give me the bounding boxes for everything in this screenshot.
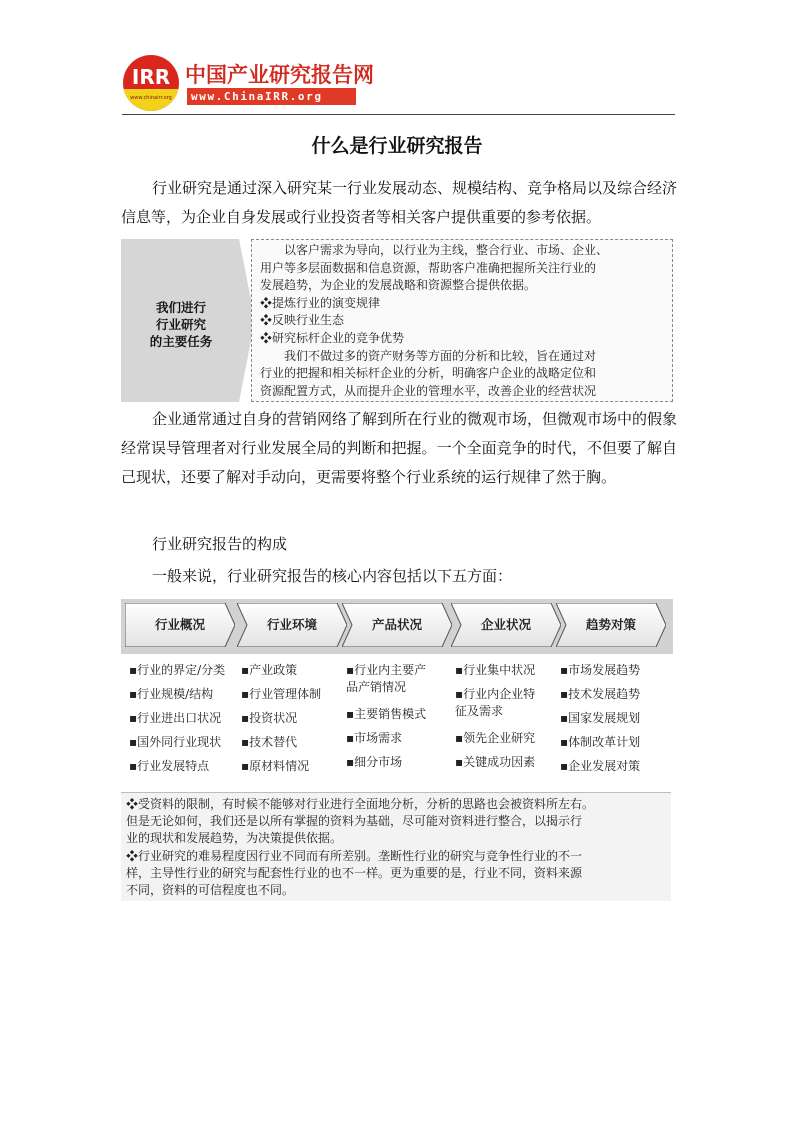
list-item: ▪体制改革计划 — [560, 735, 641, 749]
chevron-label: 产品状况 — [371, 617, 422, 632]
chevron-3 — [342, 603, 452, 647]
tasks-line: 发展趋势，为企业的发展战略和资源整合提供依据。 — [260, 278, 537, 293]
list-item: ▪投资状况 — [241, 711, 298, 725]
tasks-description-text — [260, 242, 666, 400]
list-item: ▪国家发展规划 — [560, 711, 641, 725]
tasks-line: ❖提炼行业的演变规律 — [260, 295, 381, 310]
list-item: ▪细分市场 — [346, 755, 403, 769]
notes-box — [121, 792, 671, 901]
note-line: 业的现状和发展趋势，为决策提供依据。 — [126, 831, 343, 846]
tasks-description-box — [251, 239, 673, 402]
list-item: ▪主要销售模式 — [346, 707, 427, 721]
list-item: ▪市场需求 — [346, 731, 403, 745]
chevron-5 — [556, 603, 666, 647]
list-item: 征及需求 — [455, 704, 504, 718]
list-item: ▪行业进出口状况 — [129, 711, 222, 725]
chevron-2 — [237, 603, 347, 647]
chevron-1 — [125, 603, 235, 647]
list-item: 品产销情况 — [346, 680, 407, 694]
intro-line: 一般来说，行业研究报告的核心内容包括以下五方面： — [152, 567, 513, 585]
note-line: 但是无论如何，我们还是以所有掌握的资料为基础，尽可能对资料进行整合，以揭示行 — [126, 814, 583, 829]
note-line: 不同，资料的可信程度也不同。 — [126, 883, 295, 898]
list-item: ▪技术替代 — [241, 735, 298, 749]
paragraph-1: 行业研究是通过深入研究某一行业发展动态、规模结构、竞争格局以及综合经济信息等，为企业自身发展或行业投资者等相关客户提供重要的参考依据。 — [121, 179, 678, 226]
site-logo — [123, 55, 374, 111]
list-item: ▪企业发展对策 — [560, 759, 641, 773]
list-item: ▪领先企业研究 — [455, 731, 536, 745]
chevron-label: 企业状况 — [480, 617, 531, 632]
header-rule — [122, 114, 675, 115]
logo-badge — [123, 55, 179, 111]
logo-badge-sub: www.chinairr.org — [130, 95, 172, 101]
logo-badge-text: IRR — [131, 65, 171, 89]
list-item: ▪行业的界定/分类 — [129, 663, 226, 677]
list-item: ▪市场发展趋势 — [560, 663, 641, 677]
subheading: 行业研究报告的构成 — [152, 535, 288, 553]
list-item: ▪技术发展趋势 — [560, 687, 641, 701]
list-item: ▪关键成功因素 — [455, 755, 536, 769]
tasks-line: 用户等多层面数据和信息资源，帮助客户准确把握所关注行业的 — [260, 260, 597, 275]
logo-url: www.ChinaIRR.org — [187, 88, 356, 105]
chevron-4 — [451, 603, 561, 647]
tasks-line: 资源配置方式，从而提升企业的管理水平，改善企业的经营状况 — [260, 383, 597, 398]
tasks-label: 我们进行 行业研究 的主要任务 — [149, 300, 213, 349]
note-line: ❖行业研究的难易程度因行业不同而有所差别。垄断性行业的研究与竞争性行业的不一 — [126, 848, 583, 863]
tasks-line: ❖反映行业生态 — [260, 313, 345, 328]
chevron-label: 趋势对策 — [585, 617, 636, 632]
chevron-label: 行业概况 — [154, 617, 205, 632]
list-item: ▪行业发展特点 — [129, 759, 210, 773]
list-item: ▪产业政策 — [241, 663, 298, 677]
list-item: ▪国外同行业现状 — [129, 735, 222, 749]
paragraph-2: 企业通常通过自身的营销网络了解到所在行业的微观市场，但微观市场中的假象经常误导管理者对行业发展全局的判断和把握。一个全面竞争的时代，不但要了解自己现状，还要了解对手动向，更需要将整个行业系统的运行规律了然于胸。 — [121, 410, 678, 486]
note-line: 样，主导性行业的研究与配套性行业的也不一样。更为重要的是，行业不同，资料来源 — [126, 865, 583, 880]
note-line: ❖受资料的限制，有时候不能够对行业进行全面地分析，分析的思路也会被资料所左右。 — [126, 797, 595, 811]
list-item: ▪行业管理体制 — [241, 687, 322, 701]
page-title: 什么是行业研究报告 — [311, 135, 483, 157]
list-item: ▪行业集中状况 — [455, 663, 536, 677]
list-item: ▪原材料情况 — [241, 759, 310, 773]
tasks-line: 行业的把握和相关标杆企业的分析，明确客户企业的战略定位和 — [260, 366, 597, 381]
report-structure-figure — [121, 599, 673, 902]
list-item: ▪行业规模/结构 — [129, 687, 214, 701]
tasks-line: 以客户需求为导向，以行业为主线，整合行业、市场、企业、 — [284, 243, 609, 257]
notes-text — [126, 796, 666, 899]
list-item: ▪行业内主要产 — [346, 663, 427, 677]
tasks-line: ❖研究标杆企业的竞争优势 — [260, 330, 405, 345]
logo-name: 中国产业研究报告网 — [185, 63, 374, 87]
tasks-line: 我们不做过多的资产财务等方面的分析和比较，旨在通过对 — [284, 348, 597, 363]
list-item: ▪行业内企业特 — [455, 687, 536, 701]
chevron-label: 行业环境 — [266, 617, 317, 632]
research-tasks-figure — [121, 239, 673, 402]
